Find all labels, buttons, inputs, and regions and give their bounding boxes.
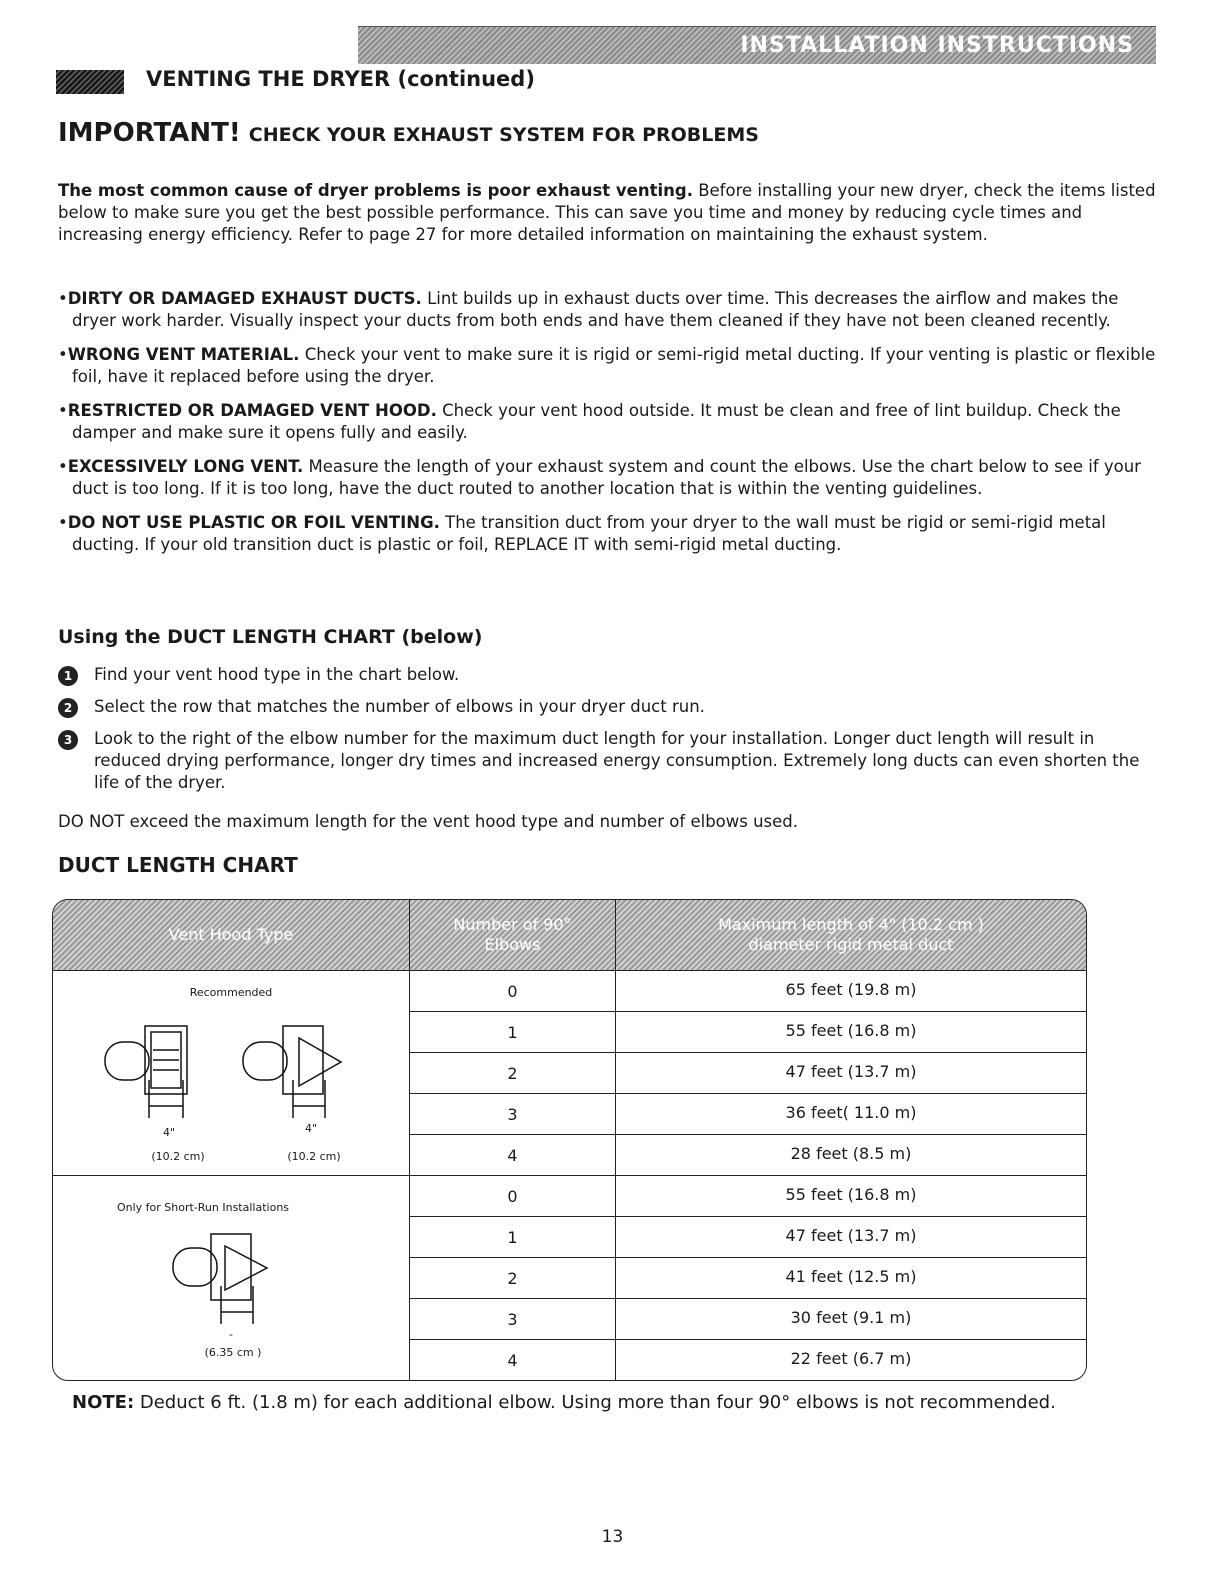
length-cell: 55 feet (16.8 m) <box>785 1021 917 1040</box>
intro-paragraph <box>58 180 1158 246</box>
group-divider <box>53 1175 1086 1176</box>
list-item: •RESTRICTED OR DAMAGED VENT HOOD. Check your vent hood outside. It must be clean and free of lint buildup. Check the damper and make sure it opens fully and easily. <box>58 401 1121 442</box>
dimension-label: 4" <box>304 1122 318 1135</box>
length-cell: 65 feet (19.8 m) <box>785 980 917 999</box>
step-item <box>58 696 1158 718</box>
bullet-title: WRONG VENT MATERIAL. <box>67 345 300 364</box>
important-subheading: CHECK YOUR EXHAUST SYSTEM FOR PROBLEMS <box>248 124 759 146</box>
elbows-cell: 1 <box>507 1228 518 1247</box>
important-label: IMPORTANT! <box>58 118 241 148</box>
dimension-label: 4" <box>162 1126 176 1139</box>
list-item: •DO NOT USE PLASTIC OR FOIL VENTING. The transition duct from your dryer to the wall must be rigid or semi-rigid metal ducting. If your old transition duct is plastic or foil, REPLACE IT with semi-rigid metal ducting. <box>58 513 1106 554</box>
intro-text: Before installing your new dryer, check the items listed below to make sure you get the best possible performance. This can save you time and money by reducing cycle times and increasing energy efficiency. Refer to page 27 for more detailed information on maintaining the exhaust system. <box>58 181 1156 244</box>
row-divider <box>409 1216 1086 1217</box>
row-divider <box>409 1298 1086 1299</box>
elbows-cell: 2 <box>507 1064 518 1083</box>
bullet-text: Lint builds up in exhaust ducts over time. This decreases the airflow and makes the dryer work harder. Visually inspect your ducts from both ends and have them cleaned if they have not been cleaned recently. <box>72 289 1119 330</box>
header-divider <box>53 970 1086 971</box>
note-label: NOTE: <box>72 1392 135 1413</box>
dimension-label: - <box>229 1328 233 1341</box>
short-run-vent-hood-icon <box>163 1228 303 1328</box>
row-divider <box>409 1134 1086 1135</box>
header-banner <box>358 26 1156 64</box>
row-divider <box>409 1052 1086 1053</box>
bullet-text: Measure the length of your exhaust system and count the elbows. Use the chart below to see if your duct is too long. If it is too long, have the duct routed to another location that is within the venting guidelines. <box>72 457 1141 498</box>
header-max-length: Maximum length of 4" (10.2 cm ) diameter rigid metal duct <box>718 915 984 954</box>
length-cell: 47 feet (13.7 m) <box>785 1062 917 1081</box>
elbows-cell: 0 <box>507 1187 518 1206</box>
intro-bold: The most common cause of dryer problems is poor exhaust venting. <box>58 181 693 200</box>
table-header <box>53 900 1086 970</box>
group-label-short-run: Only for Short-Run Installations <box>116 1201 290 1214</box>
step-text: Select the row that matches the number of elbows in your dryer duct run. <box>94 697 705 716</box>
elbows-cell: 4 <box>507 1146 518 1165</box>
elbows-cell: 4 <box>507 1351 518 1370</box>
box-vent-hood-icon <box>243 1026 341 1118</box>
header-elbows: Number of 90° Elbows <box>453 915 572 954</box>
bullet-text: Check your vent hood outside. It must be clean and free of lint buildup. Check the damper and make sure it opens fully and easily. <box>72 401 1121 442</box>
page-number: 13 <box>601 1527 624 1547</box>
elbows-cell: 3 <box>507 1310 518 1329</box>
dimension-label: (10.2 cm) <box>151 1150 205 1163</box>
step-item <box>58 664 1158 686</box>
important-heading <box>58 118 759 148</box>
step-text: Look to the right of the elbow number for the maximum duct length for your installation. Longer duct length will result in reduced drying performance, longer dry times and increased energy consumption. Extremely long ducts can even shorten the life of the dryer. <box>94 729 1140 792</box>
step-number-icon: 1 <box>58 666 78 686</box>
step-number-icon: 2 <box>58 698 78 718</box>
recommended-vent-hood-icons <box>93 1020 393 1125</box>
bullet-title: RESTRICTED OR DAMAGED VENT HOOD. <box>67 401 437 420</box>
step-number-icon: 3 <box>58 730 78 750</box>
chart-title: DUCT LENGTH CHART <box>58 853 298 877</box>
elbows-cell: 3 <box>507 1105 518 1124</box>
step-item <box>58 728 1158 794</box>
length-cell: 41 feet (12.5 m) <box>785 1267 917 1286</box>
length-cell: 30 feet (9.1 m) <box>790 1308 912 1327</box>
bullet-title: DIRTY OR DAMAGED EXHAUST DUCTS. <box>67 289 422 308</box>
note-text <box>72 1392 1056 1413</box>
bullet-text: Check your vent to make sure it is rigid or semi-rigid metal ducting. If your venting is plastic or flexible foil, have it replaced before using the dryer. <box>72 345 1156 386</box>
header-vent-hood-type: Vent Hood Type <box>168 925 294 944</box>
bullet-title: EXCESSIVELY LONG VENT. <box>67 457 304 476</box>
list-item: •EXCESSIVELY LONG VENT. Measure the length of your exhaust system and count the elbows. Use the chart below to see if your duct is too long. If it is too long, have the duct routed to another location that is within the venting guidelines. <box>58 457 1141 498</box>
row-divider <box>409 1093 1086 1094</box>
row-divider <box>409 1011 1086 1012</box>
length-cell: 36 feet( 11.0 m) <box>785 1103 917 1122</box>
length-cell: 22 feet (6.7 m) <box>790 1349 912 1368</box>
section-marker <box>56 70 124 94</box>
length-cell: 55 feet (16.8 m) <box>785 1185 917 1204</box>
using-prefix: Using the <box>58 626 168 648</box>
column-divider <box>409 900 410 1380</box>
row-divider <box>409 1339 1086 1340</box>
note-body: Deduct 6 ft. (1.8 m) for each additional elbow. Using more than four 90° elbows is not recommended. <box>134 1392 1056 1413</box>
using-bold: DUCT LENGTH CHART <box>167 626 395 648</box>
bullet-title: DO NOT USE PLASTIC OR FOIL VENTING. <box>67 513 440 532</box>
list-item: •DIRTY OR DAMAGED EXHAUST DUCTS. Lint builds up in exhaust ducts over time. This decreases the airflow and makes the dryer work harder. Visually inspect your ducts from both ends and have them cleaned if they have not been cleaned recently. <box>58 289 1119 330</box>
using-suffix: (below) <box>394 626 483 648</box>
row-divider <box>409 1257 1086 1258</box>
dimension-label: (6.35 cm ) <box>204 1346 262 1359</box>
banner-title: INSTALLATION INSTRUCTIONS <box>740 33 1134 58</box>
list-item: •WRONG VENT MATERIAL. Check your vent to make sure it is rigid or semi-rigid metal ducting. If your venting is plastic or flexible foil, have it replaced before using the dryer. <box>58 345 1156 386</box>
louvered-vent-hood-icon <box>105 1026 187 1118</box>
do-not-exceed-text: DO NOT exceed the maximum length for the vent hood type and number of elbows used. <box>58 812 799 831</box>
group-label-recommended: Recommended <box>189 986 273 999</box>
elbows-cell: 1 <box>507 1023 518 1042</box>
steps-list <box>58 664 1158 804</box>
section-title: VENTING THE DRYER (continued) <box>146 67 535 91</box>
bullet-text: The transition duct from your dryer to the wall must be rigid or semi-rigid metal ducting. If your old transition duct is plastic or foil, REPLACE IT with semi-rigid metal ducting. <box>72 513 1106 554</box>
step-text: Find your vent hood type in the chart below. <box>94 665 460 684</box>
duct-length-table <box>52 899 1087 1381</box>
length-cell: 28 feet (8.5 m) <box>790 1144 912 1163</box>
length-cell: 47 feet (13.7 m) <box>785 1226 917 1245</box>
elbows-cell: 0 <box>507 982 518 1001</box>
problem-list <box>58 288 1158 568</box>
elbows-cell: 2 <box>507 1269 518 1288</box>
dimension-label: (10.2 cm) <box>287 1150 341 1163</box>
using-chart-heading <box>58 626 482 648</box>
